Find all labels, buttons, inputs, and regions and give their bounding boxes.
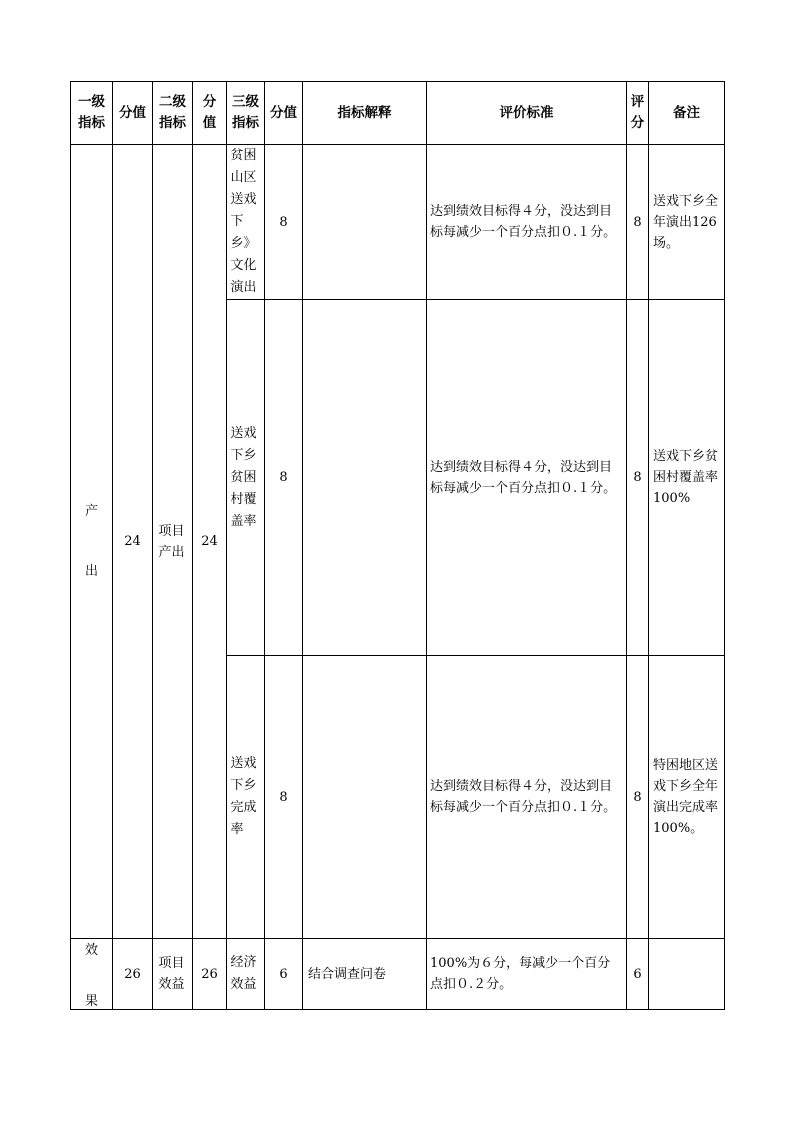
output-score3: 8 — [265, 300, 303, 656]
evaluation-table — [70, 81, 725, 1010]
header-level3: 三级指标 — [227, 82, 265, 145]
output-rating: 8 — [627, 145, 649, 300]
output-level1: 产 出 — [71, 145, 113, 939]
output-level2: 项目产出 — [153, 145, 193, 939]
output-level3: 送戏下乡完成率 — [227, 656, 265, 939]
header-score1: 分值 — [113, 82, 153, 145]
header-row — [71, 82, 725, 145]
header-remark: 备注 — [649, 82, 725, 145]
output-score1: 24 — [113, 145, 153, 939]
header-level1: 一级指标 — [71, 82, 113, 145]
effect-remark — [649, 939, 725, 1010]
output-remark: 送戏下乡全年演出126场。 — [649, 145, 725, 300]
output-score3: 8 — [265, 145, 303, 300]
effect-score1: 26 — [113, 939, 153, 1010]
effect-level1: 效 果 — [71, 939, 113, 1010]
output-rating: 8 — [627, 656, 649, 939]
output-standard: 达到绩效目标得４分，没达到目标每减少一个百分点扣０.１分。 — [427, 145, 627, 300]
header-explain: 指标解释 — [303, 82, 427, 145]
output-standard: 达到绩效目标得４分，没达到目标每减少一个百分点扣０.１分。 — [427, 300, 627, 656]
output-standard: 达到绩效目标得４分，没达到目标每减少一个百分点扣０.１分。 — [427, 656, 627, 939]
output-remark: 送戏下乡贫困村覆盖率 100% — [649, 300, 725, 656]
effect-score3: 6 — [265, 939, 303, 1010]
table-row — [71, 939, 725, 1010]
output-rating: 8 — [627, 300, 649, 656]
output-remark: 特困地区送戏下乡全年演出完成率100%。 — [649, 656, 725, 939]
output-level3: 送戏下乡贫困村覆盖率 — [227, 300, 265, 656]
output-explain — [303, 145, 427, 300]
effect-level3: 经济效益 — [227, 939, 265, 1010]
header-level2: 二级指标 — [153, 82, 193, 145]
header-standard: 评价标准 — [427, 82, 627, 145]
effect-rating: 6 — [627, 939, 649, 1010]
effect-standard: 100%为６分，每减少一个百分点扣０.２分。 — [427, 939, 627, 1010]
effect-score2: 26 — [193, 939, 227, 1010]
output-score2: 24 — [193, 145, 227, 939]
output-score3: 8 — [265, 656, 303, 939]
output-explain — [303, 656, 427, 939]
header-score3: 分值 — [265, 82, 303, 145]
output-explain — [303, 300, 427, 656]
header-rating: 评分 — [627, 82, 649, 145]
effect-explain: 结合调查问卷 — [303, 939, 427, 1010]
effect-level2: 项目效益 — [153, 939, 193, 1010]
output-level3: 贫困山区送戏下乡》文化演出 — [227, 145, 265, 300]
table-row — [71, 145, 725, 300]
header-score2: 分值 — [193, 82, 227, 145]
